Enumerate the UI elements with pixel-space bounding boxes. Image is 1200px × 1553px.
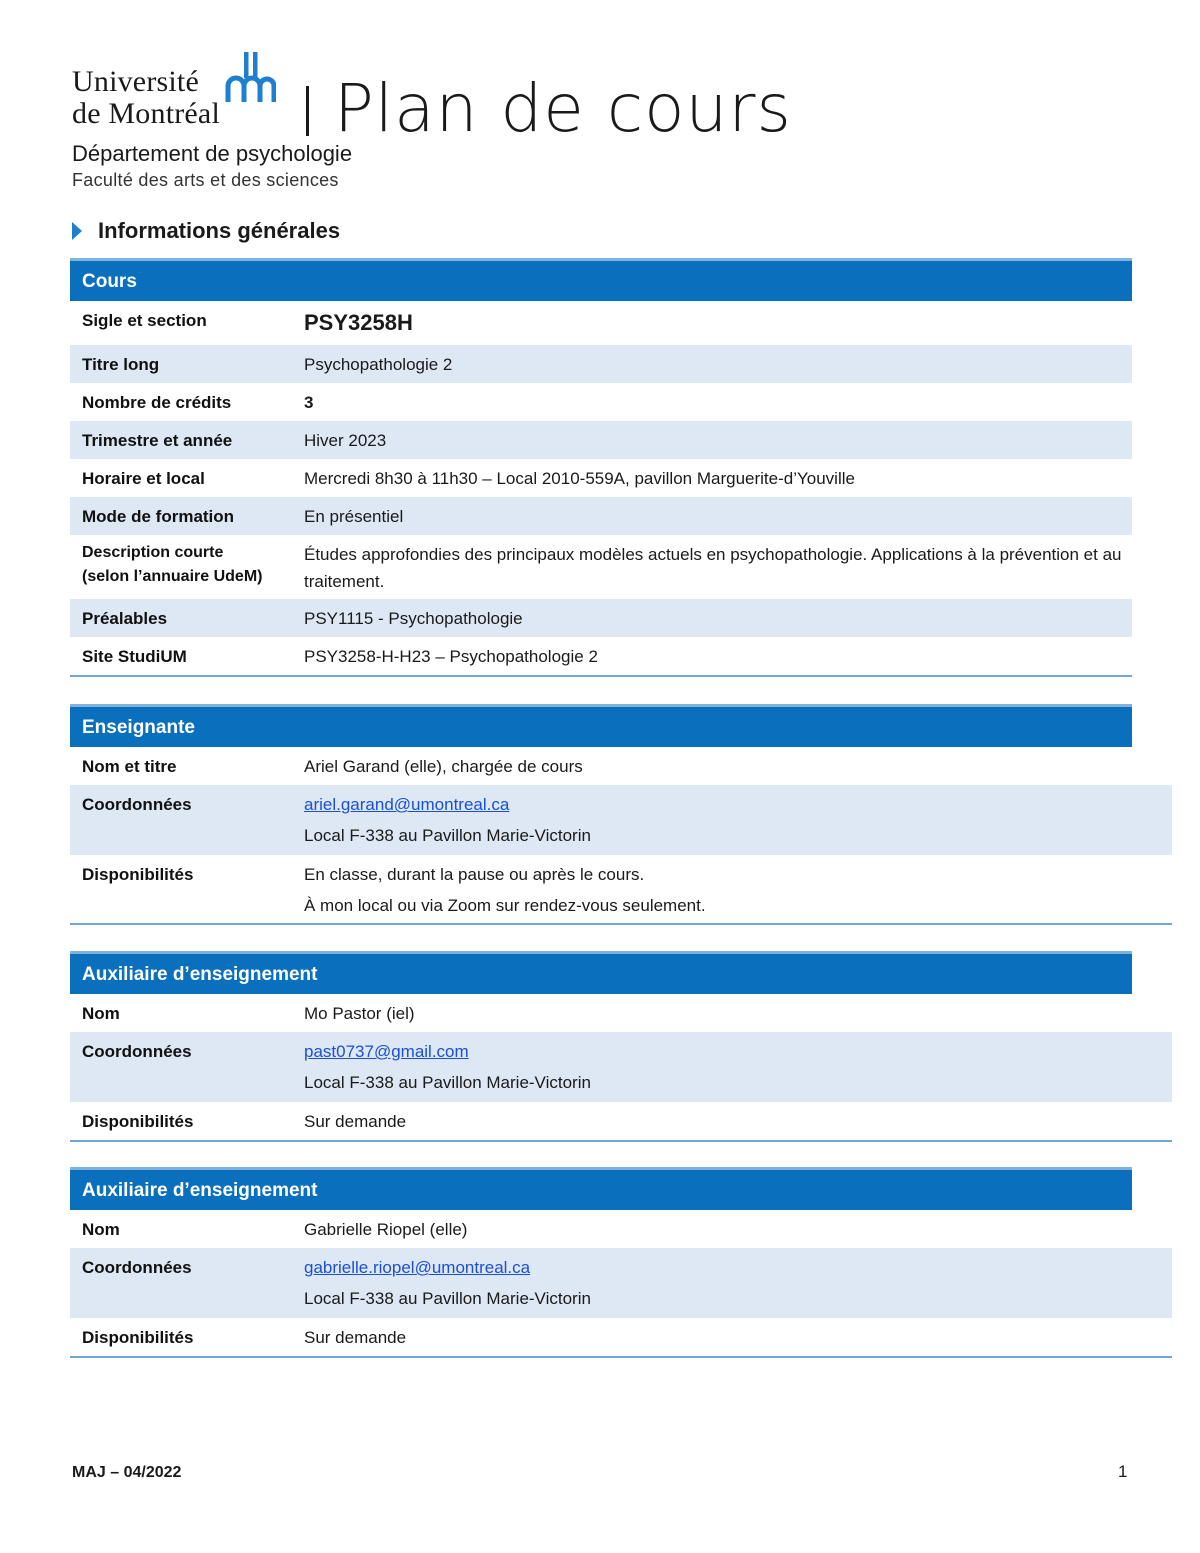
course-table bbox=[70, 258, 1132, 677]
row-value: PSY3258-H-H23 – Psychopathologie 2 bbox=[304, 647, 598, 666]
course-table-header: Cours bbox=[70, 258, 1132, 301]
page-number: 1 bbox=[1118, 1462, 1128, 1481]
table-row bbox=[70, 1318, 1172, 1356]
row-value: Psychopathologie 2 bbox=[304, 355, 453, 374]
table-row bbox=[70, 994, 1172, 1032]
row-label: Nom bbox=[82, 1004, 120, 1023]
table-bottom-rule bbox=[70, 1356, 1172, 1358]
row-label: Disponibilités bbox=[82, 1112, 194, 1131]
teacher-table bbox=[70, 704, 1172, 925]
row-value: PSY1115 - Psychopathologie bbox=[304, 609, 523, 628]
section-title: Informations générales bbox=[98, 218, 341, 243]
udem-logo bbox=[72, 56, 220, 140]
page-title: Plan de cours bbox=[334, 70, 792, 147]
row-label: Nombre de crédits bbox=[82, 393, 232, 412]
ta2-table bbox=[70, 1167, 1172, 1358]
table-row bbox=[70, 459, 1132, 497]
faculty-name: Faculté des arts et des sciences bbox=[72, 170, 339, 190]
ta1-table bbox=[70, 951, 1172, 1142]
ta1-email-link[interactable]: past0737@gmail.com bbox=[304, 1042, 469, 1061]
table-row bbox=[70, 383, 1132, 421]
row-value: Hiver 2023 bbox=[304, 431, 387, 450]
row-label: Disponibilités bbox=[82, 1328, 194, 1347]
table-row bbox=[70, 301, 1132, 345]
row-value: Mo Pastor (iel) bbox=[304, 1004, 415, 1023]
row-value: En présentiel bbox=[304, 507, 404, 526]
table-bottom-rule bbox=[70, 923, 1172, 925]
row-value: Sur demande bbox=[304, 1328, 407, 1347]
row-value: Études approfondies des principaux modèles actuels en psychopathologie. Applications à la prévention et au traitement. bbox=[304, 545, 1122, 591]
row-label: Coordonnées bbox=[82, 1042, 192, 1061]
row-label: Préalables bbox=[82, 609, 168, 628]
table-row bbox=[70, 1032, 1172, 1102]
row-value: Sur demande bbox=[304, 1112, 407, 1131]
table-row bbox=[70, 785, 1172, 855]
description-label: Description courte bbox=[82, 544, 224, 561]
row-label: Nom bbox=[82, 1220, 120, 1239]
table-bottom-rule bbox=[70, 675, 1132, 677]
row-label: Coordonnées bbox=[82, 1258, 192, 1277]
row-value: Mercredi 8h30 à 11h30 – Local 2010-559A, pavillon Marguerite-d’Youville bbox=[304, 469, 855, 488]
row-label: Trimestre et année bbox=[82, 431, 233, 450]
teacher-office: Local F-338 au Pavillon Marie-Victorin bbox=[304, 826, 591, 845]
caret-right-icon bbox=[72, 222, 82, 240]
table-row bbox=[70, 497, 1132, 535]
description-label-note: (selon l’annuaire UdeM) bbox=[82, 568, 263, 585]
row-value: Gabrielle Riopel (elle) bbox=[304, 1220, 468, 1239]
row-label: Nom et titre bbox=[82, 757, 177, 776]
row-label: Disponibilités bbox=[82, 865, 194, 884]
ta2-email-link[interactable]: gabrielle.riopel@umontreal.ca bbox=[304, 1258, 531, 1277]
department-name: Département de psychologie bbox=[72, 141, 353, 166]
teacher-table-header: Enseignante bbox=[70, 704, 1132, 747]
table-row bbox=[70, 345, 1132, 383]
teacher-email-link[interactable]: ariel.garand@umontreal.ca bbox=[304, 795, 510, 814]
table-row bbox=[70, 747, 1172, 785]
table-row bbox=[70, 855, 1172, 923]
ta2-table-header: Auxiliaire d’enseignement bbox=[70, 1167, 1132, 1210]
table-row bbox=[70, 599, 1132, 637]
row-value: PSY3258H bbox=[304, 310, 413, 335]
availability-line: En classe, durant la pause ou après le cours. bbox=[304, 865, 645, 884]
table-bottom-rule bbox=[70, 1140, 1172, 1142]
row-label: Sigle et section bbox=[82, 311, 207, 330]
logo-line-2: de Montréal bbox=[72, 97, 220, 130]
table-row bbox=[70, 421, 1132, 459]
table-row bbox=[70, 1102, 1172, 1140]
section-heading bbox=[72, 218, 340, 244]
revision-date: MAJ – 04/2022 bbox=[72, 1464, 182, 1481]
ta1-table-header: Auxiliaire d’enseignement bbox=[70, 951, 1132, 994]
row-label: Mode de formation bbox=[82, 507, 235, 526]
row-value: Ariel Garand (elle), chargée de cours bbox=[304, 757, 583, 776]
row-label bbox=[70, 535, 304, 589]
table-row bbox=[70, 637, 1132, 675]
row-label: Site StudiUM bbox=[82, 647, 187, 666]
row-label: Horaire et local bbox=[82, 469, 205, 488]
logo-line-1: Université bbox=[72, 65, 199, 98]
ta2-office: Local F-338 au Pavillon Marie-Victorin bbox=[304, 1289, 591, 1308]
table-row bbox=[70, 535, 1132, 599]
row-label: Coordonnées bbox=[82, 795, 192, 814]
table-row bbox=[70, 1210, 1172, 1248]
availability-line: À mon local ou via Zoom sur rendez-vous seulement. bbox=[304, 896, 706, 915]
table-row bbox=[70, 1248, 1172, 1318]
row-value: 3 bbox=[304, 393, 314, 412]
title-separator bbox=[306, 86, 309, 136]
row-label: Titre long bbox=[82, 355, 160, 374]
udem-mark-icon bbox=[224, 52, 276, 106]
ta1-office: Local F-338 au Pavillon Marie-Victorin bbox=[304, 1073, 591, 1092]
